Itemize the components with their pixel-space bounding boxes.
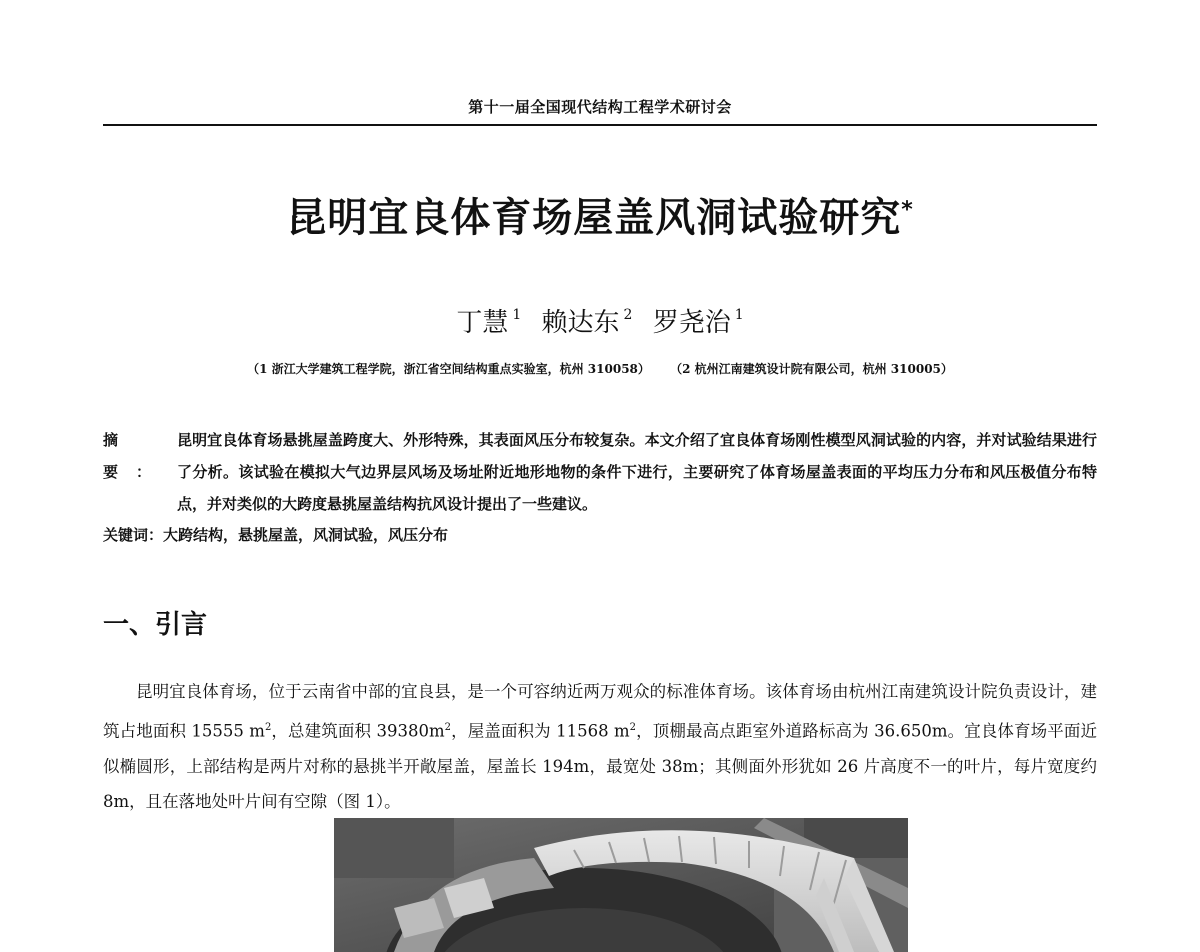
keywords-label: 关键词：: [103, 526, 164, 544]
abstract-text: 昆明宜良体育场悬挑屋盖跨度大、外形特殊，其表面风压分布较复杂。本文介绍了宜良体育场刚性模型风洞试验的内容，并对试验结果进行了分析。该试验在模拟大气边界层风场及场址附近地形地物的条件下进行，主要研究了体育场屋盖表面的平均压力分布和风压极值分布特点，并对类似的大跨度悬挑屋盖结构抗风设计提出了一些建议。: [177, 431, 1097, 513]
affiliation: （2 杭州江南建筑设计院有限公司，杭州 310005）: [670, 362, 953, 376]
section-heading: 一、引言: [103, 610, 208, 640]
author: 罗尧治 $^1$: [652, 307, 744, 338]
affiliation: （1 浙江大学建筑工程学院，浙江省空间结构重点实验室，杭州 310058）: [247, 362, 650, 376]
author: 丁慧 $^1$: [456, 307, 522, 338]
keywords-text: 大跨结构，悬挑屋盖，风洞试验，风压分布: [163, 526, 449, 544]
author-list: [103, 302, 1097, 339]
paper-title: [103, 186, 1097, 243]
affiliations: [103, 360, 1097, 377]
abstract: [103, 424, 1097, 520]
header-rule: [103, 124, 1097, 126]
intro-paragraph: 昆明宜良体育场，位于云南省中部的宜良县，是一个可容纳近两万观众的标准体育场。该体育场由杭州江南建筑设计院负责设计，建筑占地面积 15555 $m^2$，总建筑面积 $39380m^2$，屋盖面积为 11568 $m^2$，顶棚最高点距室外道路标高为 36.650m。宜良体育场平面近似椭圆形，上部结构是两片对称的悬挑半开敞屋盖，屋盖长 194m，最宽处 38m；其侧面外形犹如 26 片高度不一的叶片，每片宽度约 8m，且在落地处叶片间有空隙（图 1）。: [103, 682, 1098, 811]
author: 赖达东 $^2$: [541, 307, 633, 338]
figure-1-photo: [334, 818, 908, 952]
keywords: [103, 524, 1097, 545]
title-footnote-mark: *: [901, 197, 914, 223]
running-header: 第十一届全国现代结构工程学术研讨会: [468, 98, 732, 116]
title-text: 昆明宜良体育场屋盖风洞试验研究: [286, 195, 902, 241]
stadium-aerial-photo-icon: [334, 818, 908, 952]
abstract-label: 摘要：: [103, 431, 170, 481]
